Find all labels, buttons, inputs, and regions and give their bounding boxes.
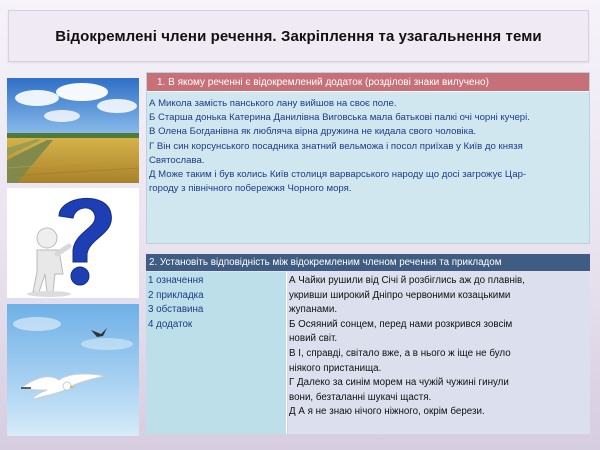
task2-example-line: ніякого пристанища. xyxy=(289,362,382,374)
task1-panel xyxy=(146,72,590,244)
task2-example-line: Б Осяяний сонцем, перед нами розкрився зовсім xyxy=(289,318,513,330)
question-mark-figure-image xyxy=(7,188,139,298)
task1-header: 1. В якому реченні є відокремлений додаток (розділові знаки вилучено) xyxy=(147,73,589,92)
task2-example-line: В І, справді, світало вже, а в нього ж іще не було xyxy=(289,347,511,359)
task2-example-line: жупанами. xyxy=(289,304,338,316)
task2-example-line: Д А я не знаю нічого ніжного, окрім берези. xyxy=(289,406,485,418)
task1-option[interactable]: Г Він син корсунського посадника знатний вельможа і посол приїхав у Київ до князя xyxy=(149,140,523,152)
task1-option[interactable]: Д Може таким і був колись Київ столиця варварського народу що досі загрожує Цар- xyxy=(149,169,527,181)
task2-example-line: Г Далеко за синім морем на чужій чужині гинули xyxy=(289,377,509,389)
task2-examples-column xyxy=(288,272,590,434)
task2-example-line: новий світ. xyxy=(289,333,338,345)
task2-terms-column xyxy=(146,272,287,434)
title-bar xyxy=(8,10,589,62)
task1-option[interactable]: Б Старша донька Катерина Данилівна Виговська мала батькові палкі очі чорні кучері. xyxy=(149,112,530,124)
task1-option-continued: Святослава. xyxy=(149,154,205,166)
task1-option[interactable]: А Микола замість панського лану вийшов на своє поле. xyxy=(149,98,397,109)
wheat-field-image xyxy=(7,78,139,183)
task1-option[interactable]: В Олена Богданівна як люблячa вірна дружина не кидала свого чоловіка. xyxy=(149,126,477,138)
task2-term[interactable]: 3 обставина xyxy=(148,304,204,315)
task2-header: 2. Установіть відповідність між відокремленим членом речення та прикладом xyxy=(146,254,590,271)
task1-option-continued: городу з північного побережжя Чорного моря. xyxy=(149,183,352,195)
task2-example-line: А Чайки рушили від Січі й розбіглись аж до плавнів, xyxy=(289,275,525,286)
task2-term[interactable]: 4 додаток xyxy=(148,318,193,330)
seagulls-sky-image xyxy=(7,304,139,436)
task1-options-list xyxy=(147,92,589,196)
task2-term[interactable]: 1 означення xyxy=(148,275,204,286)
task2-example-line: вони, безталанні шукачі щастя. xyxy=(289,391,432,403)
slide-title: Відокремлені члени речення. Закріплення та узагальнення теми xyxy=(55,27,542,45)
task2-example-line: укривши широкий Дніпро червоними козацькими xyxy=(289,289,511,301)
task2-term[interactable]: 2 прикладка xyxy=(148,289,204,301)
